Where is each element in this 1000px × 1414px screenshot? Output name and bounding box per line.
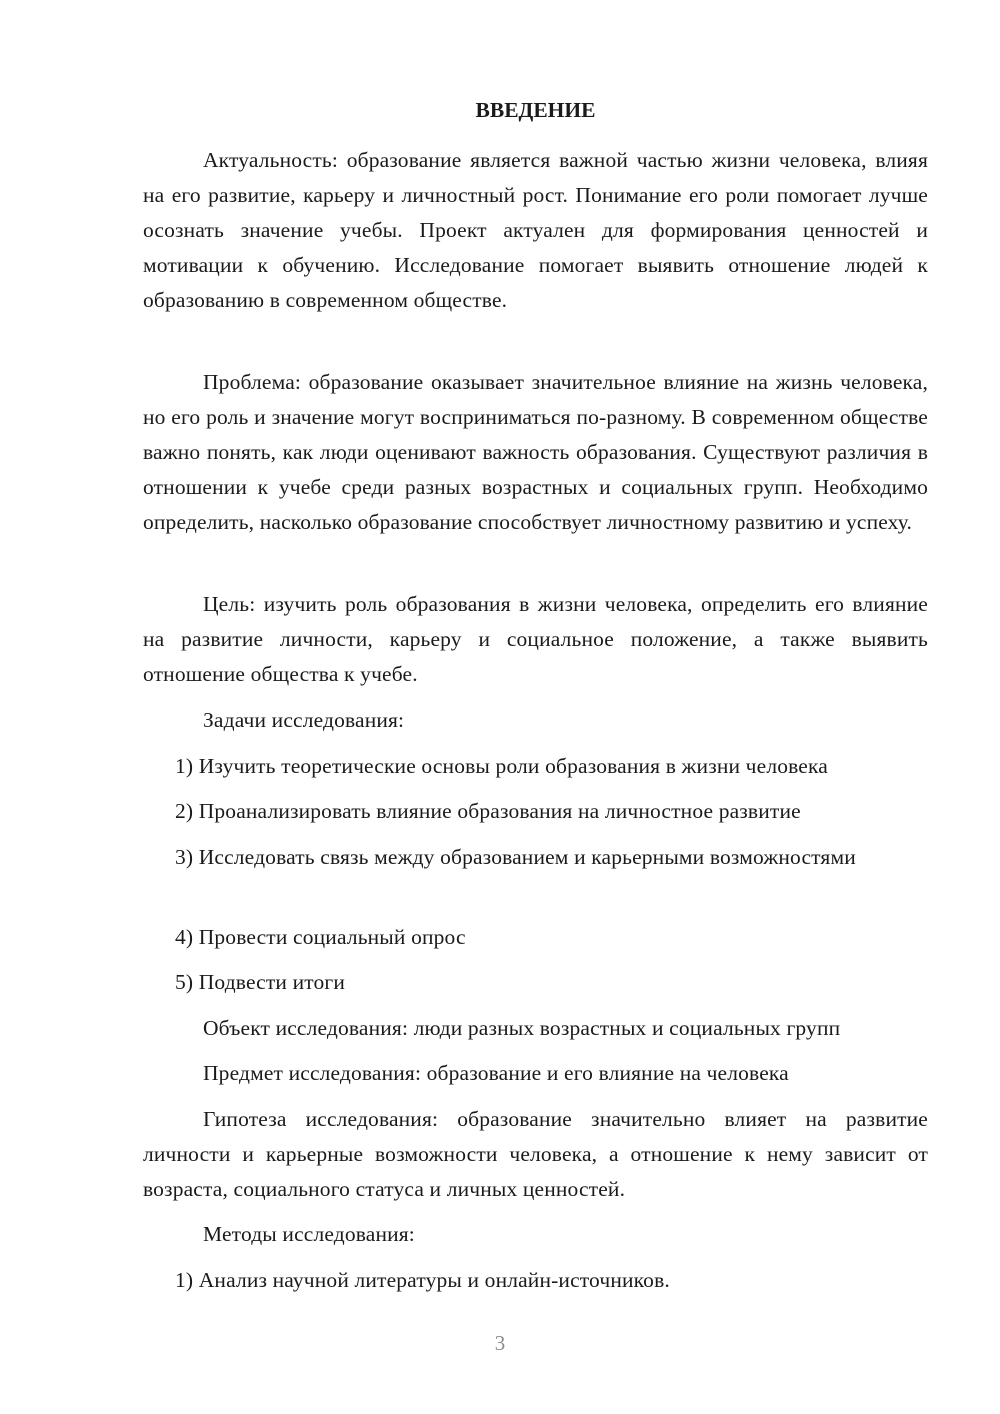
task-item-1: 1) Изучить теоретические основы роли образования в жизни человека: [175, 754, 828, 778]
paragraph-goal: Цель: изучить роль образования в жизни человека, определить его влияние на развитие личности, карьеру и социальное положение, а также выявить отношение общества к учебе.: [143, 592, 928, 686]
page-number: 3: [494, 1331, 506, 1355]
task-item-5: 5) Подвести итоги: [175, 970, 346, 994]
paragraph-hypothesis: Гипотеза исследования: образование значительно влияет на развитие личности и карьерные возможности человека, а отношение к нему зависит от возраста, социального статуса и личных ценностей.: [143, 1107, 928, 1201]
method-item-1: 1) Анализ научной литературы и онлайн-источников.: [175, 1268, 670, 1292]
paragraph-object: Объект исследования: люди разных возрастных и социальных групп: [203, 1016, 841, 1040]
task-item-3: 3) Исследовать связь между образованием и карьерными возможностями: [175, 845, 856, 869]
paragraph-methods-heading: Методы исследования:: [203, 1222, 415, 1246]
paragraph-subject: Предмет исследования: образование и его влияние на человека: [203, 1061, 789, 1085]
task-item-4: 4) Провести социальный опрос: [175, 925, 466, 949]
paragraph-problem: Проблема: образование оказывает значительное влияние на жизнь человека, но его роль и значение могут восприниматься по-разному. В современном обществе важно понять, как люди оценивают важность образования. Существуют различия в отношении к учебе среди разных возрастных и социальных групп. Необходимо определить, насколько образование способствует личностному развитию и успеху.: [143, 370, 928, 534]
page-title: ВВЕДЕНИЕ: [475, 98, 596, 122]
task-item-2: 2) Проанализировать влияние образования на личностное развитие: [175, 799, 801, 823]
paragraph-relevance: Актуальность: образование является важной частью жизни человека, влияя на его развитие, карьеру и личностный рост. Понимание его роли помогает лучше осознать значение учебы. Проект актуален для формирования ценностей и мотивации к обучению. Исследование помогает выявить отношение людей к образованию в современном обществе.: [143, 148, 928, 312]
paragraph-tasks-heading: Задачи исследования:: [203, 708, 405, 732]
